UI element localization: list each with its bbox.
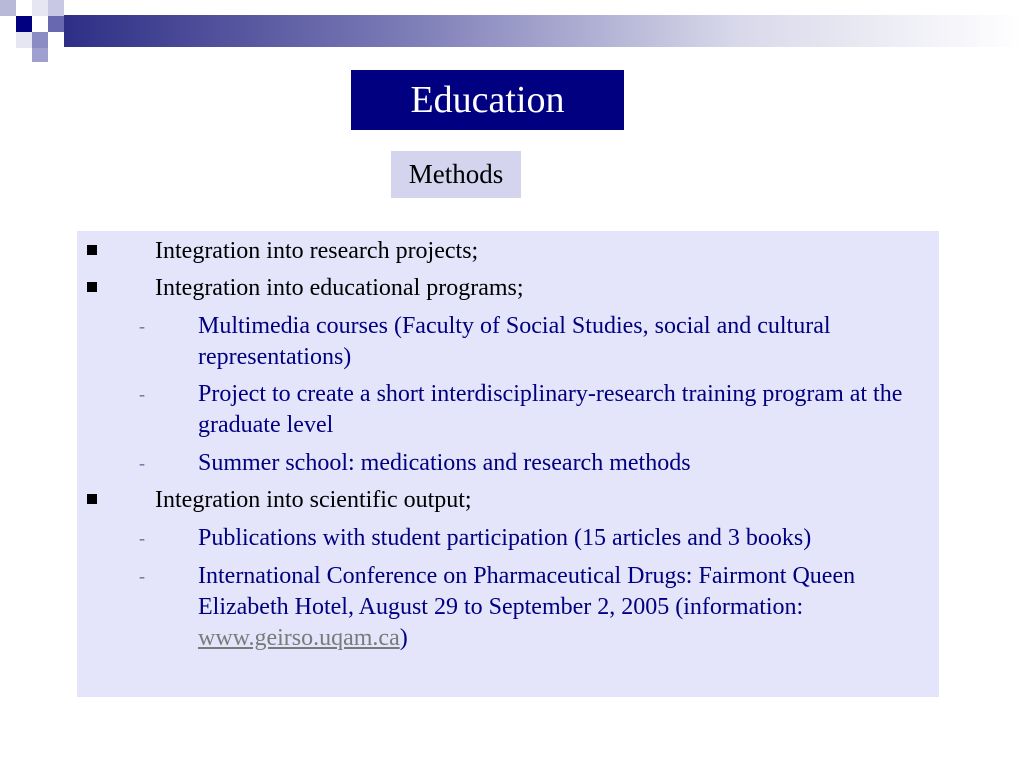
website-link[interactable]: www.geirso.uqam.ca — [198, 625, 400, 651]
list-item-text: Integration into scientific output; — [155, 487, 472, 513]
content-panel — [77, 231, 939, 697]
bullet-square-icon — [87, 273, 101, 287]
dash-marker: - — [139, 528, 145, 548]
decorative-square — [16, 32, 32, 48]
list-item-text: Integration into research projects; — [155, 238, 479, 264]
closing-paren: ) — [399, 625, 408, 651]
sub-list-item-text: Project to create a short interdisciplinary-research training program at the graduate level — [198, 381, 903, 438]
sub-list-item-text — [198, 561, 913, 654]
decorative-square — [48, 16, 64, 32]
header-gradient-bar — [64, 15, 1024, 47]
list-item-text: Integration into educational programs; — [155, 275, 524, 301]
decorative-square — [32, 32, 48, 48]
sub-list-item-text: Summer school: medications and research methods — [198, 450, 691, 476]
dash-marker: - — [139, 316, 145, 336]
decorative-square — [32, 48, 48, 62]
decorative-square — [48, 0, 64, 16]
decorative-square — [32, 16, 48, 32]
conference-text: International Conference on Pharmaceutical Drugs: Fairmont Queen Elizabeth Hotel, August 29 to September 2, 2005 (information: — [198, 563, 856, 620]
decorative-square — [16, 16, 32, 32]
dash-marker: - — [139, 384, 145, 404]
sub-list-item-text: Publications with student participation (15 articles and 3 books) — [198, 525, 812, 551]
bullet-square-icon — [87, 485, 101, 499]
dash-marker: - — [139, 453, 145, 473]
slide-subtitle: Methods — [391, 151, 521, 198]
dash-marker: - — [139, 566, 145, 586]
decorative-square — [0, 0, 16, 16]
bullet-square-icon — [87, 236, 101, 250]
sub-list-item-text: Multimedia courses (Faculty of Social Studies, social and cultural representations) — [198, 313, 831, 370]
slide-title: Education — [351, 70, 624, 130]
decorative-square — [32, 0, 48, 16]
